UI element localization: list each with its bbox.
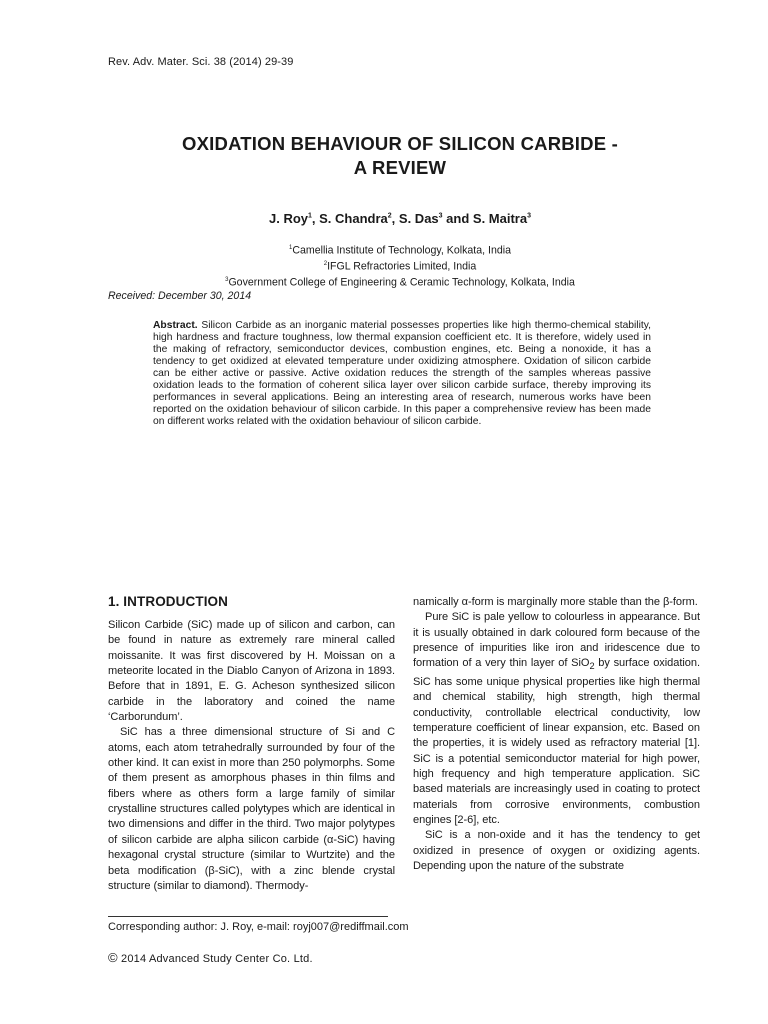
section-heading: 1. INTRODUCTION [108, 594, 229, 609]
paragraph: Silicon Carbide (SiC) made up of silicon and carbon, can be found in nature as extremely rare mineral called moissanite. It was first discovered by H. Moissan on a meteorite located in the Diablo Canyon of Arizona in 1893. Before that in 1891, E. G. Acheson synthesized silicon carbide in the laboratory and coined the name ‘Carborundum’. [108, 619, 395, 724]
paragraph-text: by surface oxidation. SiC has some unique physical properties like high thermal and chemical stability, high strength, high thermal conductivity, controllable electrical conductivity, low temperature coefficient of linear expansion, etc. Based on the properties, it is widely used as refractory material [1]. SiC is a potential semiconductor material for high power, high frequency and high temperature application. SiC based materials are increasingly used in coating to protect materials from corrosive environments, combustion engines [2-6], etc. [413, 657, 700, 827]
corresponding-author: Corresponding author: J. Roy, e-mail: royj007@rediffmail.com [108, 921, 409, 933]
affiliation-line [100, 242, 700, 258]
title-line-2: A REVIEW [353, 157, 447, 178]
affiliations [100, 242, 700, 290]
abstract-label: Abstract. [153, 320, 198, 331]
affiliation-line [100, 274, 700, 290]
affiliation-line [100, 258, 700, 274]
title-line-1: OXIDATION BEHAVIOUR OF SILICON CARBIDE - [182, 133, 618, 154]
copyright-text: 2014 Advanced Study Center Co. Ltd. [117, 953, 313, 965]
author-separator: and [442, 211, 473, 226]
author-name: J. Roy [268, 211, 308, 226]
received-date: Received: December 30, 2014 [108, 290, 252, 302]
author-affiliation-mark: 2 [387, 212, 392, 220]
affiliation-text: Camellia Institute of Technology, Kolkata, India [292, 244, 511, 257]
copyright-symbol: © [108, 950, 118, 965]
author-name: S. Maitra [472, 211, 528, 226]
author-affiliation-mark: 1 [308, 212, 312, 220]
affiliation-number: 1 [288, 245, 293, 251]
body-column-left [108, 618, 395, 894]
author-name: S. Das [398, 211, 439, 226]
affiliation-number: 2 [323, 261, 328, 268]
abstract [153, 320, 651, 428]
paragraph [413, 610, 700, 828]
author-list [100, 211, 700, 226]
copyright-notice [108, 950, 313, 965]
paragraph: SiC is a non-oxide and it has the tendency to get oxidized in presence of oxygen or oxidizing agents. Depending upon the nature of the substrate [413, 829, 700, 873]
journal-reference: Rev. Adv. Mater. Sci. 38 (2014) 29-39 [108, 56, 294, 68]
author-affiliation-mark: 3 [438, 212, 443, 220]
author-separator: , [311, 211, 320, 226]
subscript: 2 [589, 661, 595, 672]
author-affiliation-mark: 3 [527, 212, 531, 220]
abstract-text: Silicon Carbide as an inorganic material possesses properties like high thermo-chemical stability, high hardness and fracture toughness, low thermal expansion coefficient etc. It is therefore, widely used in the making of refractory, semiconductor devices, combustion engines, etc. Being a nonoxide, it has a tendency to get oxidized at elevated temperature under oxidizing atmosphere. Oxidation of silicon carbide can be either active or passive. Active oxidation reduces the strength of the samples whereas passive oxidation leads to the formation of coherent silica layer over silicon carbide surface, thereby improving its performances in several applications. Being an interesting area of research, numerous works have been reported on the oxidation behaviour of silicon carbide. In this paper a comprehensive review has been made on different works related with the oxidation behaviour of silicon carbide. [153, 320, 651, 428]
author-name: S. Chandra [319, 211, 388, 226]
paragraph: namically α-form is marginally more stable than the β-form. [413, 596, 698, 608]
body-column-right [413, 595, 700, 874]
paragraph: SiC has a three dimensional structure of Si and C atoms, each atom tetrahedrally surrounded by four of the other kind. It can exist in more than 250 polymorphs. Some of them present as amorphous phases in thin films and fibers where as others form a large family of similar crystalline structures called polytypes which are identical in two dimensions and differ in the third. Two major polytypes of silicon carbide are alpha silicon carbide (α-SiC) having hexagonal crystal structure (similar to Wurtzite) and the beta modification (β-SiC), with a zinc blende crystal structure (similar to diamond). Thermody- [108, 726, 395, 892]
affiliation-text: IFGL Refractories Limited, India [327, 260, 477, 273]
affiliation-number: 3 [225, 277, 229, 284]
author-separator: , [391, 211, 399, 226]
paragraph-text: Pure SiC is pale yellow to colourless in appearance. But it is usually obtained in dark coloured form because of the presence of impurities like iron and iridescence due to formation of a very thin layer of SiO [413, 611, 700, 670]
footnote-divider [108, 916, 388, 917]
affiliation-text: Government College of Engineering & Ceramic Technology, Kolkata, India [228, 276, 575, 289]
paper-title [100, 132, 700, 180]
